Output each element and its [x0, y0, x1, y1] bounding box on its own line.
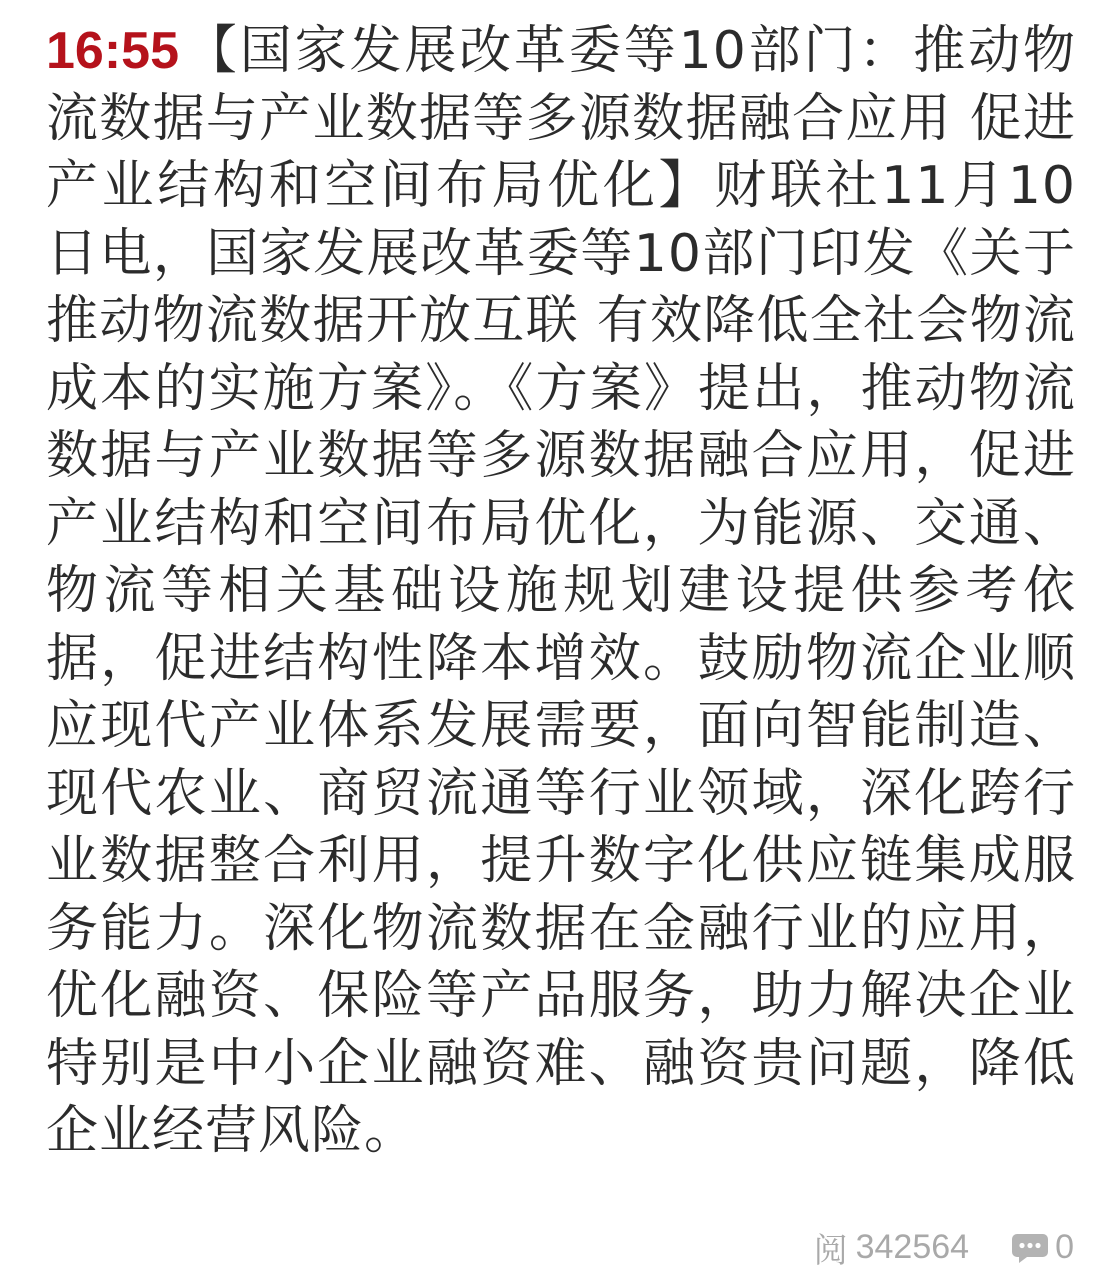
news-article: [46, 18, 1076, 1166]
news-text: 【国家发展改革委等10部门：推动物流数据与产业数据等多源数据融合应用 促进产业结构和空间布局优化】财联社11月10日电，国家发展改革委等10部门印发《关于推动物流数据开放互联 有效降低全社会物流成本的实施方案》。《方案》提出，推动物流数据与产业数据等多源数据融合应用，促进产业结构和空间布局优化，为能源、交通、物流等相关基础设施规划建设提供参考依据，促进结构性降本增效。鼓励物流企业顺应现代产业体系发展需要，面向智能制造、现代农业、商贸流通等行业领域，深化跨行业数据整合利用，提升数字化供应链集成服务能力。深化物流数据在金融行业的应用，优化融资、保险等产品服务，助力解决企业特别是中小企业融资难、融资贵问题，降低企业经营风险。: [46, 21, 1076, 1161]
read-count: 342564: [855, 1228, 970, 1266]
comment-icon[interactable]: [1011, 1232, 1049, 1264]
news-time: 16:55: [46, 22, 179, 80]
article-footer: [814, 1223, 1074, 1272]
comment-count[interactable]: 0: [1055, 1228, 1074, 1266]
read-label: 阅: [813, 1232, 848, 1270]
